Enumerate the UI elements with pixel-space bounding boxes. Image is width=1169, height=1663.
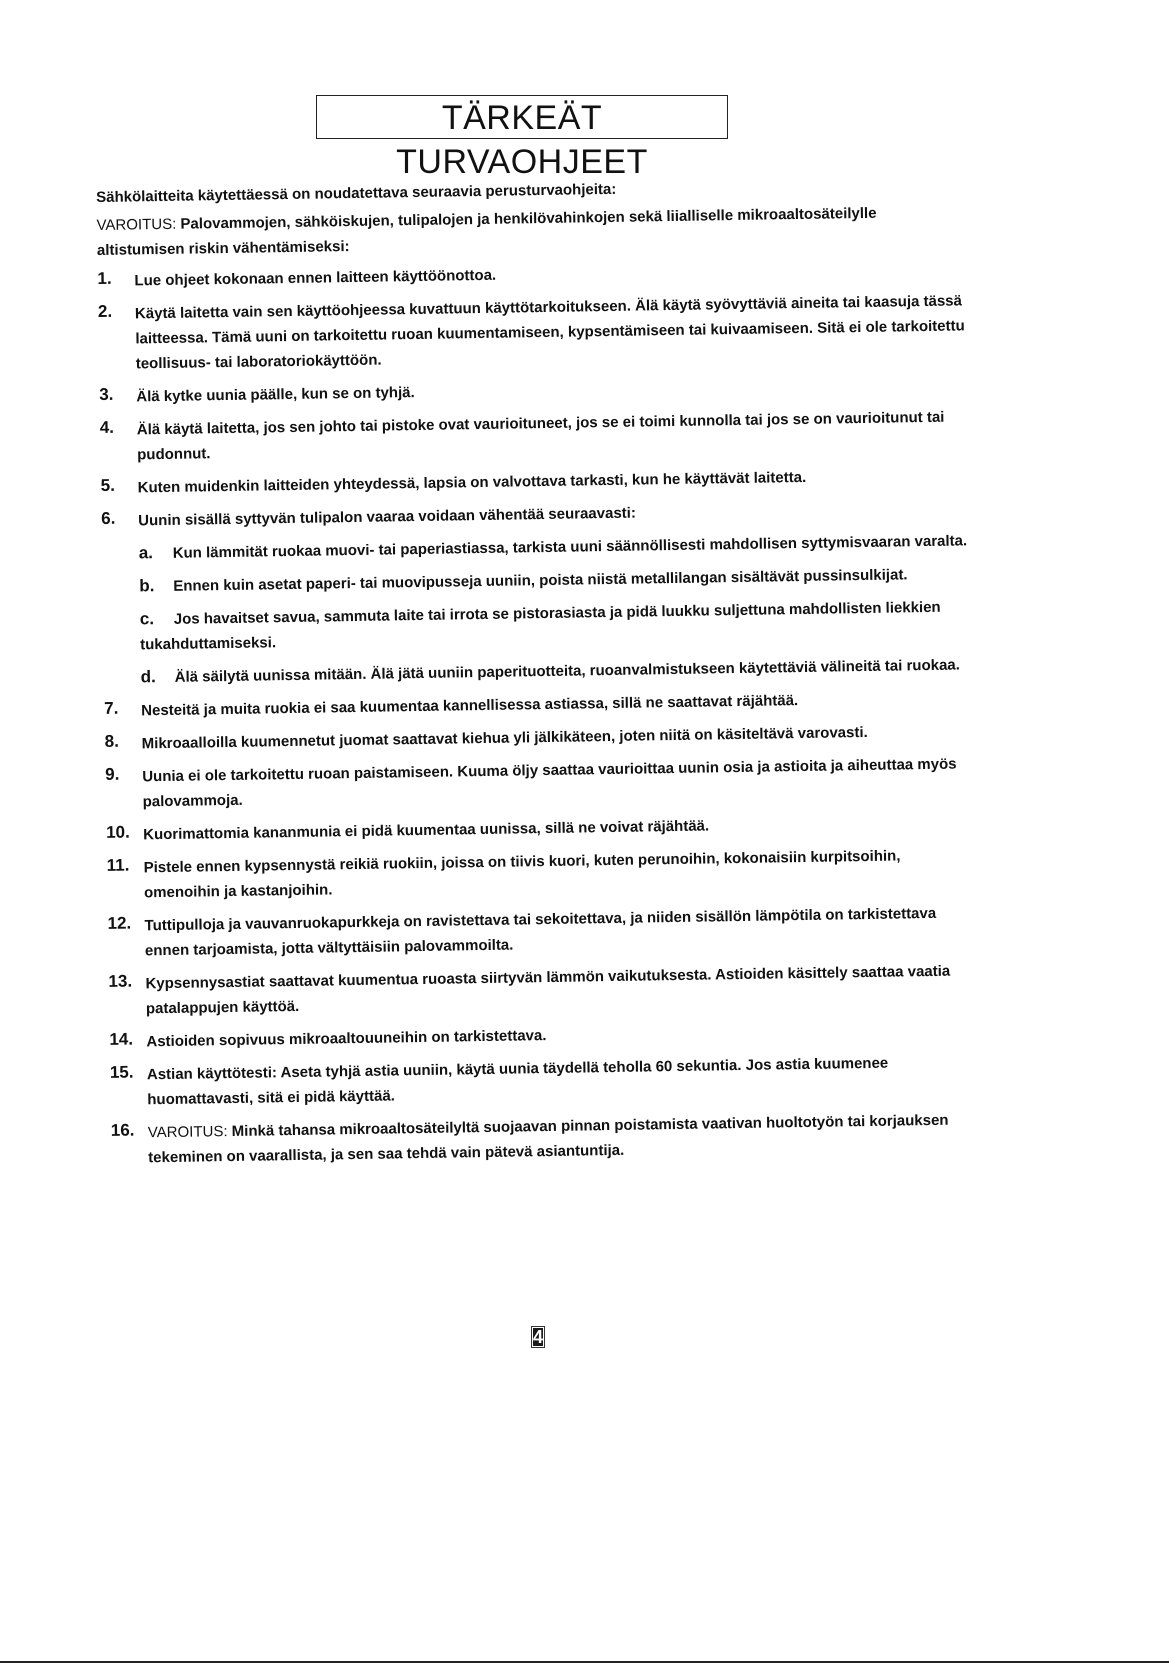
page-number-text: 4 <box>532 1327 543 1347</box>
item-text: Mikroaalloilla kuumennetut juomat saattavat kiehua yli jälkikäteen, joten niitä on käsiteltävä varovasti. <box>141 723 868 753</box>
list-item <box>104 685 974 724</box>
item-number: 5. <box>100 475 116 495</box>
page-number <box>531 1326 545 1348</box>
item-number: 12. <box>107 913 132 933</box>
sub-item <box>139 528 972 566</box>
item-number: 15. <box>109 1062 134 1082</box>
intro-line-continued: altistumisen riskin vähentämiseksi: <box>96 238 350 259</box>
intro-line: Sähkölaitteita käytettäessä on noudatettava seuraavia perusturvaohjeita: <box>96 180 617 206</box>
list-item <box>106 842 977 906</box>
sub-item-letter: b. <box>139 576 155 596</box>
sub-item-letter: d. <box>140 667 156 687</box>
item-text: Nesteitä ja muita ruokia ei saa kuumentaa kannellisessa astiassa, sillä ne saattavat räjähtää. <box>141 692 799 720</box>
item-text: Tuttipulloja ja vauvanruokapurkkeja on ravistettava tai sekoitettava, ja niiden sisällön lämpötila on tarkistettava ennen tarjoamista, jotta vältyttäisiin palovammoilta. <box>144 904 937 960</box>
list-item <box>107 900 978 964</box>
item-number: 13. <box>108 971 133 991</box>
sub-item <box>139 561 972 599</box>
sub-item-text: Kun lämmität ruokaa muovi- tai paperiastiassa, tarkista uuni säännöllisesti mahdollisen syttymisvaaran varalta. <box>172 532 968 562</box>
warning-text: Minkä tahansa mikroaaltosäteilyltä suojaavan pinnan poistamista vaativan huoltotyön tai korjauksen tekeminen on vaarallista, ja sen saa tehdä vain pätevä asiantuntija. <box>148 1111 949 1167</box>
list-item <box>105 718 975 757</box>
safety-instructions <box>96 174 982 1182</box>
warning-text: Palovammojen, sähköiskujen, tulipalojen ja henkilövahinkojen sekä liialliselle mikroaaltosäteilylle <box>176 204 877 233</box>
item-number: 14. <box>109 1029 134 1049</box>
item-text <box>148 1107 982 1170</box>
item-number: 4. <box>99 417 115 437</box>
list-item <box>111 1107 982 1171</box>
page-title: TÄRKEÄT TURVAOHJEET <box>316 95 728 139</box>
sub-item <box>141 652 974 690</box>
sub-item-text: Ennen kuin asetat paperi- tai muovipusseja uuniin, poista niistä metallilangan sisältävät pussinsulkijat. <box>173 566 908 595</box>
item-text: Pistele ennen kypsennystä reikiä ruokiin, joissa on tiivis kuori, kuten perunoihin, kokonaisiin kurpitsoihin, omenoihin ja kastanjoihin. <box>143 847 901 902</box>
warning-prefix: VAROITUS: <box>147 1123 228 1142</box>
item-text: Älä käytä laitetta, jos sen johto tai pistoke ovat vaurioituneet, jos se ei toimi kunnolla tai jos se on vaurioitunut tai pudonnut. <box>136 408 945 464</box>
sub-item-letter: c. <box>139 609 155 629</box>
item-text: Astioiden sopivuus mikroaaltouuneihin on tarkistettava. <box>146 1027 547 1051</box>
list-item <box>105 751 976 815</box>
item-number: 7. <box>104 698 119 718</box>
sub-item <box>140 594 974 657</box>
list-item <box>108 958 979 1022</box>
item-text: Käytä laitetta vain sen käyttöohjeessa kuvattuun käyttötarkoitukseen. Älä käytä syövyttäviä aineita tai kaasuja tässä laitteessa. Tämä uuni on tarkoitettu ruoan kuumentamiseen, kypsentämiseen tai kuivaamiseen. Sitä ei ole tarkoitettu teollisuus- tai laboratoriokäyttöön. <box>134 292 965 373</box>
sub-item-text: Älä säilytä uunissa mitään. Älä jätä uuniin paperituotteita, ruoanvalmistukseen käytettäviä välineitä tai ruokaa. <box>174 656 960 686</box>
list-item <box>101 495 974 691</box>
item-text: Älä kytke uunia päälle, kun se on tyhjä. <box>136 384 415 406</box>
warning-prefix: VAROITUS: <box>96 215 177 234</box>
list-item <box>110 1049 981 1113</box>
item-number: 16. <box>110 1120 135 1140</box>
sub-item-text: Jos havaitset savua, sammuta laite tai irrota se pistorasiasta ja pidä luukku suljettuna mahdollisten liekkien tukahduttamiseksi. <box>140 598 941 654</box>
list-item <box>106 809 976 848</box>
list-item <box>98 288 969 377</box>
item-number: 10. <box>105 822 130 842</box>
sub-item-letter: a. <box>138 543 154 563</box>
item-text: Kuorimattomia kananmunia ei pidä kuumentaa uunissa, sillä ne voivat räjähtää. <box>143 817 710 844</box>
item-number: 11. <box>106 855 130 875</box>
item-number: 9. <box>105 764 120 784</box>
item-number: 8. <box>104 731 120 751</box>
item-number: 6. <box>101 508 116 528</box>
list-item <box>97 255 967 294</box>
list-item <box>99 371 969 410</box>
item-text: Lue ohjeet kokonaan ennen laitteen käyttöönottoa. <box>134 266 497 290</box>
list-item <box>109 1016 979 1055</box>
item-number: 1. <box>97 268 112 288</box>
item-text: Kuten muidenkin laitteiden yhteydessä, lapsia on valvottava tarkasti, kun he käyttävät laitetta. <box>137 468 807 497</box>
item-text: Uunia ei ole tarkoitettu ruoan paistamiseen. Kuuma öljy saattaa vaurioittaa uunin osia ja astioita ja aiheuttaa myös palovammoja. <box>142 755 957 811</box>
list-item <box>101 462 971 501</box>
item-text: Uunin sisällä syttyvän tulipalon vaaraa voidaan vähentää seuraavasti: <box>138 504 637 530</box>
item-number: 2. <box>97 301 113 321</box>
item-number: 3. <box>99 384 114 404</box>
item-text: Kypsennysastiat saattavat kuumentua ruoasta siirtyvän lämmön vaikutuksesta. Astioiden käsittely saattaa vaatia patalappujen käyttöä. <box>145 962 951 1018</box>
list-item <box>100 404 971 468</box>
item-text: Astian käyttötesti: Aseta tyhjä astia uuniin, käytä uunia täydellä teholla 60 sekuntia. Jos astia kuumenee huomattavasti, sitä ei pidä käyttää. <box>146 1054 889 1109</box>
